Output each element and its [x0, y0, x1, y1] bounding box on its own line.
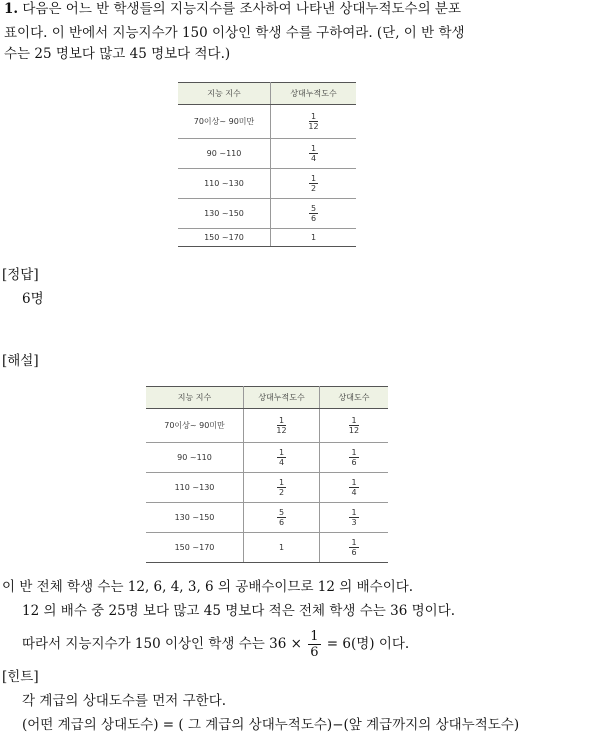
fraction-numerator: 1 [310, 174, 317, 183]
fraction [309, 204, 318, 223]
problem-text-1: 다음은 어느 반 학생들의 지능지수를 조사하여 나타낸 상대누적도수의 분포 [22, 1, 461, 17]
class-interval-cell: 150 ~170 [146, 533, 244, 563]
fraction-denominator: 6 [278, 518, 285, 527]
relative-frequency-cell [320, 409, 389, 443]
table-row [178, 139, 356, 169]
solution-line-3 [22, 628, 409, 660]
fraction [349, 478, 358, 497]
hint-line-2: (어떤 계급의 상대도수) = ( 그 계급의 상대누적도수)−(앞 계급까지의 상대누적도수) [22, 717, 520, 733]
fraction-numerator: 1 [278, 543, 285, 552]
table1-header-cumulative: 상대누적도수 [271, 83, 357, 105]
class-interval-cell: 70이상~ 90미만 [146, 409, 244, 443]
solution-line-1: 이 반 전체 학생 수는 12, 6, 4, 3, 6 의 공배수이므로 12 의 배수이다. [2, 579, 414, 595]
problem-number: 1. [4, 1, 19, 17]
fraction-numerator: 1 [351, 508, 357, 517]
fraction-denominator: 4 [278, 458, 285, 467]
table-row [146, 533, 388, 563]
relative-frequency-cell [320, 533, 389, 563]
fraction-denominator: 2 [278, 488, 285, 497]
fraction-numerator: 1 [310, 233, 317, 242]
fraction [277, 508, 286, 527]
fraction-denominator: 6 [351, 458, 357, 467]
fraction [277, 448, 286, 467]
fraction-denominator: 6 [310, 214, 317, 223]
table2-header-cumulative: 상대누적도수 [244, 387, 320, 409]
cumulative-frequency-cell [244, 503, 320, 533]
class-interval-cell: 130 ~150 [178, 199, 271, 229]
fraction-numerator: 1 [278, 478, 285, 487]
fraction-numerator: 1 [278, 448, 285, 457]
table-row [146, 473, 388, 503]
relative-frequency-cell [320, 443, 389, 473]
fraction [349, 538, 358, 557]
fraction [277, 478, 286, 497]
class-interval-cell: 90 ~110 [178, 139, 271, 169]
fraction [309, 174, 318, 193]
fraction-numerator: 1 [278, 416, 285, 425]
fraction [274, 416, 288, 435]
fraction-denominator: 12 [348, 426, 360, 435]
table2-header-relative: 상대도수 [320, 387, 389, 409]
table1-header-class: 지능 지수 [178, 83, 271, 105]
fraction-denominator: 12 [308, 122, 319, 131]
fraction-denominator: 4 [351, 488, 357, 497]
solution-line-3-post: = 6(명) 이다. [326, 636, 410, 652]
fraction [306, 112, 320, 131]
class-interval-cell: 130 ~150 [146, 503, 244, 533]
fraction [279, 543, 284, 552]
fraction [311, 233, 316, 242]
fraction-denominator: 3 [351, 518, 357, 527]
fraction-numerator: 1 [310, 112, 317, 121]
relative-frequency-cell [320, 473, 389, 503]
hint-line-1: 각 계급의 상대도수를 먼저 구한다. [22, 693, 227, 709]
fraction [349, 508, 358, 527]
table-row [146, 443, 388, 473]
hint-label: [힌트] [2, 669, 39, 685]
fraction-numerator: 5 [278, 508, 285, 517]
table2-header-class: 지능 지수 [146, 387, 244, 409]
fraction [309, 144, 318, 163]
solution-fraction [308, 629, 320, 660]
cumulative-frequency-cell [271, 139, 357, 169]
table-row [146, 409, 388, 443]
relative-cumulative-frequency-table [178, 82, 356, 247]
problem-text-2: 표이다. 이 반에서 지능지수가 150 이상인 학생 수를 구하여라. (단, 이 반 학생 [4, 25, 465, 41]
relative-frequency-table [146, 386, 388, 563]
relative-frequency-cell [320, 503, 389, 533]
explanation-label: [해설] [2, 353, 39, 369]
answer-label: [정답] [2, 267, 39, 283]
fraction-denominator: 6 [351, 548, 357, 557]
table-row [178, 229, 356, 247]
fraction-numerator: 1 [351, 538, 357, 547]
class-interval-cell: 90 ~110 [146, 443, 244, 473]
class-interval-cell: 150 ~170 [178, 229, 271, 247]
cumulative-frequency-cell [271, 199, 357, 229]
table-row [178, 169, 356, 199]
cumulative-frequency-cell [244, 443, 320, 473]
fraction-numerator: 1 [310, 144, 317, 153]
fraction-numerator: 5 [310, 204, 317, 213]
solution-fraction-den: 6 [310, 645, 319, 660]
cumulative-frequency-cell [271, 169, 357, 199]
solution-line-2: 12 의 배수 중 25명 보다 많고 45 명보다 적은 전체 학생 수는 36 명이다. [22, 603, 456, 619]
fraction-numerator: 1 [351, 448, 357, 457]
problem-line-1 [4, 0, 461, 18]
solution-fraction-num: 1 [310, 629, 319, 644]
cumulative-frequency-cell [244, 533, 320, 563]
fraction [349, 448, 358, 467]
table-row [146, 503, 388, 533]
class-interval-cell: 110 ~130 [178, 169, 271, 199]
problem-text-3: 수는 25 명보다 많고 45 명보다 적다.) [4, 46, 231, 62]
answer-value: 6명 [22, 291, 44, 307]
fraction-denominator: 4 [310, 154, 317, 163]
class-interval-cell: 110 ~130 [146, 473, 244, 503]
fraction-denominator: 2 [310, 184, 317, 193]
table-row [178, 199, 356, 229]
table-row [178, 105, 356, 139]
solution-line-3-pre: 따라서 지능지수가 150 이상인 학생 수는 36 × [22, 636, 302, 652]
fraction-denominator: 12 [276, 426, 287, 435]
fraction-numerator: 1 [351, 478, 357, 487]
cumulative-frequency-cell [244, 473, 320, 503]
class-interval-cell: 70이상~ 90미만 [178, 105, 271, 139]
fraction [347, 416, 361, 435]
fraction-numerator: 1 [351, 416, 357, 425]
cumulative-frequency-cell [271, 229, 357, 247]
cumulative-frequency-cell [244, 409, 320, 443]
cumulative-frequency-cell [271, 105, 357, 139]
